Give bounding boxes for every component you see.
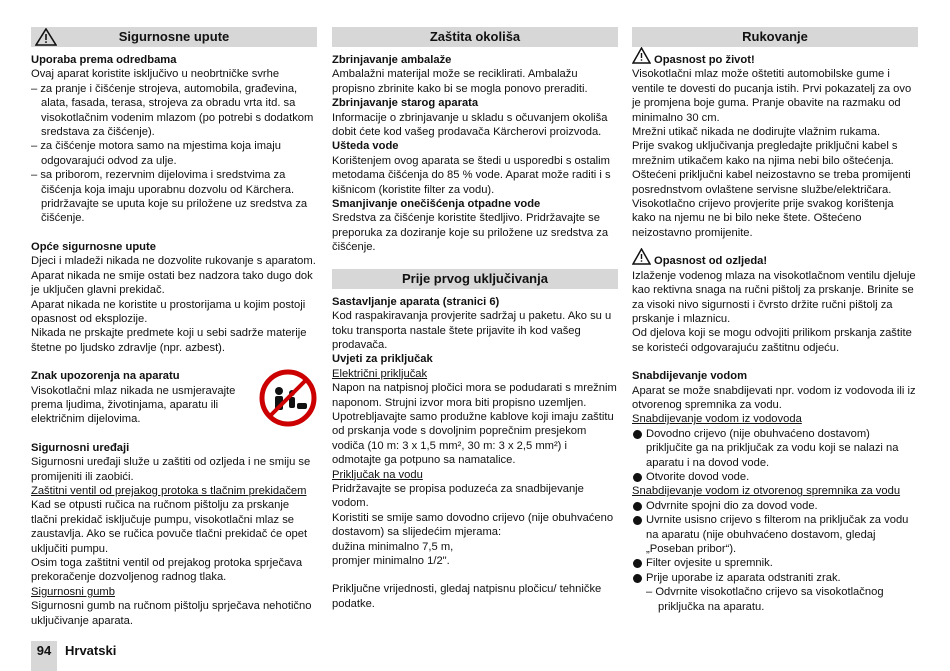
warning-triangle-icon: [632, 248, 651, 265]
paragraph: Kod raspakiravanja provjerite sadržaj u paketu. Ako su u toku transporta nastale štete prijavite ih kod vašeg prodavača.: [332, 310, 612, 351]
bullet-item: Dovodno crijevo (nije obuhvaćeno dostavom) priključite ga na priključak za vodu koji se nalazi na aparatu i na dovod vode.: [632, 427, 918, 470]
paragraph: Aparat se može snabdijevati npr. vodom iz vodovoda ili iz otvorenog spremnika za vodu.: [632, 384, 916, 411]
paragraph: Visokotlačni mlaz nikada ne usmjeravajte prema ljudima, životinjama, aparatu ili električnim dijelovima.: [31, 384, 236, 426]
bullet-item: Prije uporabe iz aparata odstraniti zrak.: [632, 571, 918, 585]
underlined-subheading: Sigurnosni gumb: [31, 585, 115, 598]
underlined-subheading: Zaštitni ventil od prejakog protoka s tlačnim prekidačem: [31, 484, 307, 497]
section-header-safety: [31, 27, 317, 47]
subheading: Snabdijevanje vodom: [632, 370, 748, 383]
subheading: Uvjeti za priključak: [332, 353, 433, 366]
paragraph: Upotrebljavajte samo produžne kablove koji imaju zaštitu od prskanja vode s dovoljnim poprečnim presjekom vodiča (10 m: 3 x 1,5 mm², 30 m: 3 x 2,5 mm²) i odmotajte ga potpuno sa namatalice.: [332, 410, 614, 467]
header-title: Zaštita okoliša: [429, 29, 521, 44]
paragraph: Visokotlačni mlaz može oštetiti automobilske gume i ventile te dovesti do pucanja istih. Prvi pokazatelj za ovo je promjena boje guma. Pranje obavite na razmaku od minimalno 30 cm.: [632, 68, 912, 124]
language-label: Hrvatski: [65, 643, 117, 658]
subheading: Uporaba prema odredbama: [31, 54, 177, 66]
paragraph: Priključne vrijednosti, gledaj natpisnu pločicu/ tehničke podatke.: [332, 583, 602, 610]
paragraph: Prije svakog uključivanja pregledajte priključni kabel s mrežnim utikačem kako na njima nebi bilo oštećenja. Oštećeni priključni kabel neizostavno se treba promijenti posrednstvom ovlaštene servisne službe/električara.: [632, 140, 911, 196]
section-header-first-start: [332, 269, 618, 289]
paragraph: Napon na natpisnoj pločici mora se podudarati s mrežnim naponom. Strujni izvor mora biti propisno uzemljen.: [332, 382, 617, 409]
list-item: – za čišćenje motora samo na mjestima koja imaju odgovarajući odvod za ulje.: [31, 140, 281, 167]
warning-triangle-icon: [35, 28, 57, 46]
section-header-operation: [632, 27, 918, 47]
paragraph: Sredstva za čišćenje koristite štedljivo. Pridržavajte se preporuka za doziranje koje su priložene uz sredstva za čišćenje.: [332, 212, 609, 254]
header-title: Sigurnosne upute: [118, 29, 230, 44]
column-operation: [632, 27, 918, 614]
paragraph: Nikada ne prskajte predmete koji u sebi sadrže materije štetne po ljudsko zdravlje (npr. azbest).: [31, 327, 307, 354]
paragraph: Sigurnosni gumb na ručnom pištolju sprječava nehotično uključivanje aparata.: [31, 600, 312, 627]
section-header-environment: [332, 27, 618, 47]
underlined-subheading: Snabdijevanje vodom iz otvorenog spremnika za vodu: [632, 485, 901, 498]
subheading: Sigurnosni uređaji: [31, 441, 130, 454]
danger-heading: [632, 53, 918, 67]
underlined-subheading: Priključak na vodu: [332, 468, 423, 481]
danger-title: Opasnost od ozljeda!: [654, 255, 768, 268]
paragraph: dužina minimalno 7,5 m,: [332, 540, 454, 553]
bullet-item: Otvorite dovod vode.: [632, 470, 918, 484]
warning-sign-block: [31, 369, 317, 427]
warning-triangle-icon: [632, 47, 651, 64]
header-title: Rukovanje: [742, 29, 808, 44]
paragraph: promjer minimalno 1/2".: [332, 555, 450, 567]
paragraph: Aparat nikada ne koristite u prostorijama u kojim postoji opasnost od eksplozije.: [31, 298, 306, 325]
header-title: Prije prvog uključivanja: [402, 270, 548, 286]
paragraph: Osim toga zaštitni ventil od prejakog protoka sprječava prekoračenje dozvoljenog radnog tlaka.: [31, 557, 303, 584]
underlined-subheading: Snabdijevanje vodom iz vodovoda: [632, 413, 802, 426]
paragraph: Sigurnosni uređaji služe u zaštiti od ozljeda i ne smiju se promijeniti ili zaobići.: [31, 456, 311, 483]
subheading: Opće sigurnosne upute: [31, 240, 156, 253]
subheading: Znak upozorenja na aparatu: [31, 370, 180, 383]
paragraph: Pridržavajte se propisa poduzeća za snadbijevanje vodom.: [332, 482, 584, 510]
page-number: 94: [31, 641, 57, 671]
paragraph: Korištenjem ovog aparata se štedi u usporedbi s ostalim metodama čišćenja do 85 % vode. Aparat može raditi i s kišnicom (koristite filter za vodu).: [332, 154, 611, 196]
bullet-item: Uvrnite usisno crijevo s filterom na priključak za vodu na aparatu (nije obuhvaćeno dostavom, gledaj „Poseban pribor“).: [632, 513, 918, 556]
paragraph: Od djelova koji se mogu odvojiti prilikom prskanja zaštite se koristeći odgovarajuću zaštitnu odjeću.: [632, 327, 912, 354]
subheading: Smanjivanje onečišćenja otpadne vode: [332, 198, 541, 211]
underlined-subheading: Električni priključak: [332, 367, 428, 380]
paragraph: Ovaj aparat koristite isključivo u neobrtničke svrhe: [31, 68, 280, 81]
paragraph: Koristiti se smije samo dovodno crijevo (nije obuhvaćeno dostavom) sa slijedećim mjerama:: [332, 511, 614, 539]
list-item: – sa priborom, rezervnim dijelovima i sredstvima za čišćenja koja imaju uporabnu dozvolu od Kärchera. pridržavajte se uputa koje su priložene uz sredstva za čišćenje.: [31, 169, 308, 225]
bullet-item: Odvrnite spojni dio za dovod vode.: [632, 499, 918, 513]
column-safety: [31, 27, 317, 628]
subheading: Sastavljanje aparata (stranici 6): [332, 295, 500, 308]
danger-title: Opasnost po život!: [654, 54, 755, 66]
paragraph: Izlaženje vodenog mlaza na visokotlačnom ventilu djeluje kao rektivna snaga na ručni pištolj za prskanje. Brinite se za visoki nivo sigurnosti i čvrsto držite ručni pištolj za prskanje i mlaznicu.: [632, 269, 916, 325]
paragraph: Djeci i mladeži nikada ne dozvolite rukovanje s aparatom.: [31, 255, 316, 268]
subheading: Ušteda vode: [332, 140, 399, 153]
paragraph: Visokotlačno crijevo provjerite prije svakog korištenja kako na njemu ne bi bilo neke štete. Oštećeno neizostavno promijenite.: [632, 198, 894, 239]
paragraph: Aparat nikada ne smije ostati bez nadzora tako dugo dok je uključen glavni prekidač.: [31, 269, 313, 297]
subheading: Zbrinjavanje starog aparata: [332, 97, 479, 110]
no-spray-people-animals-icon: [259, 369, 317, 427]
column-environment: [332, 27, 618, 611]
paragraph: Mrežni utikač nikada ne dodirujte vlažnim rukama.: [632, 126, 881, 139]
paragraph: Kad se otpusti ručica na ručnom pištolju za prskanje tlačni prekidač isključuje pumpu, visokotlačni mlaz se zaustavlja. Ako se ručica povuče tlačni prekidač će opet uključiti pumpu.: [31, 499, 308, 555]
paragraph: Ambalažni materijal može se reciklirati. Ambalažu propisno zbrinite kako bi se mogla ponovo preraditi.: [332, 68, 588, 95]
bullet-item: Filter ovjesite u spremnik.: [632, 556, 918, 570]
list-item: – Odvrnite visokotlačno crijevo sa visokotlačnog priključka na aparatu.: [646, 586, 884, 613]
list-item: – za pranje i čišćenje strojeva, automobila, građevina, alata, fasada, terasa, strojeva za obradu vrta itd. sa visokotlačnim vodenim mlazom (po potrebi s dodatkom sredstava za čišćenje).: [31, 82, 314, 139]
subheading: Zbrinjavanje ambalaže: [332, 54, 452, 66]
danger-heading: [632, 254, 918, 268]
paragraph: Informacije o zbrinjavanje u skladu s očuvanjem okoliša dobit ćete kod vašeg prodavača Kärcherovi proizvoda.: [332, 111, 608, 139]
